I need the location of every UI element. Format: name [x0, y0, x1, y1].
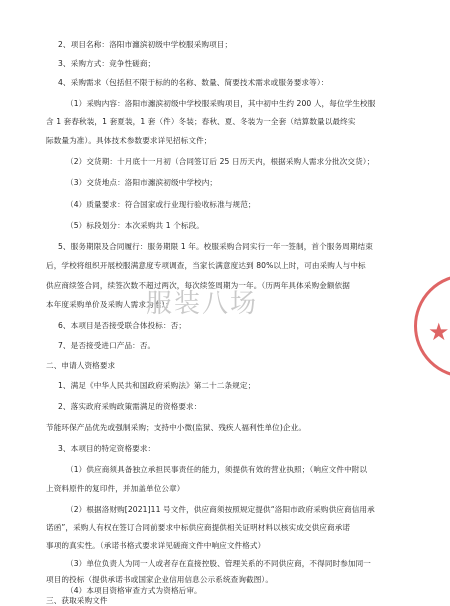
- text-line: 2、落实政府采购政策需满足的资格要求：: [58, 402, 202, 411]
- text-line: 后，学校将组织开展校服满意度专项调查，当家长满意度达到 80%以上时，可由采购人与中标: [46, 261, 366, 270]
- text-line: （2）交货期：十月底十一月初（合同签订后 25 日历天内，根据采购人需求分批次交货）；: [66, 157, 375, 166]
- red-seal-stamp: [408, 268, 450, 386]
- text-line: 上资料原件的复印件，并加盖单位公章）: [46, 484, 185, 493]
- text-line: 事项的真实性。（承诺书格式要求详见磋商文件中响应文件格式）: [46, 541, 266, 550]
- text-line: （3）交货地点：洛阳市瀍滨初级中学校内；: [66, 178, 218, 187]
- text-line: （2）根据洛财购[2021]11 号文件，供应商须按照规定提供“洛阳市政府采购供应商信用承: [66, 505, 375, 514]
- text-line: （3）单位负责人为同一人或者存在直接控股、管理关系的不同供应商，不得同时参加同一: [66, 559, 371, 568]
- text-line: 本年度采购单价及采购人需求为准）；: [46, 300, 173, 309]
- text-line: 3、本项目的特定资格要求：: [58, 444, 156, 453]
- text-line: 项目的投标（提供承诺书或国家企业信用信息公示系统查询截图）。: [46, 575, 274, 584]
- text-line: 际数量为准）。具体技术参数要求详见招标文件；: [46, 136, 212, 145]
- text-line: （1）供应商须具备独立承担民事责任的能力，须提供有效的营业执照；（响应文件中附以: [66, 465, 368, 474]
- text-line: 4、采购需求（包括但不限于标的的名称、数量、简要技术需求或服务要求等）：: [58, 78, 329, 87]
- watermark: 服装八场: [146, 289, 259, 319]
- text-line: 供应商续签合同，续签次数不超过两次，每次续签周期为一年。（历两年具体采购金额依据: [46, 281, 350, 290]
- text-line: （4）质量要求：符合国家或行业现行验收标准与规范；: [66, 200, 256, 209]
- text-line: 诺函”，采购人有权在签订合同前要求中标供应商提供相关证明材料以核实成交供应商承诺: [46, 523, 351, 532]
- text-line: （1）采购内容：洛阳市瀍滨初级中学校服采购项目，其中初中生约 200 人，每位学生校服: [66, 99, 376, 108]
- section-heading: 三、获取采购文件: [46, 596, 108, 605]
- text-line: 6、本项目是否接受联合体投标：否；: [58, 321, 187, 330]
- text-line: （5）标段划分：本次采购共 1 个标段。: [66, 221, 204, 230]
- star-icon: ★: [428, 318, 450, 346]
- text-line: 节能环保产品优先或强制采购；支持中小微(监狱、残疾人福利性单位)企业。: [46, 423, 307, 432]
- text-line: 含 1 套春秋装，1 套夏装，1 套（件）冬装；春秋、夏、冬装为一全套（结算数量以最终实: [46, 117, 356, 126]
- text-line: 2、项目名称：洛阳市瀍滨初级中学校服采购项目；: [58, 40, 233, 49]
- text-line: 3、采购方式：竞争性磋商；: [58, 59, 156, 68]
- text-line: （4）本项目资格审查方式为资格后审。: [66, 586, 202, 595]
- text-line: 1、满足《中华人民共和国政府采购法》第二十二条规定；: [58, 381, 256, 390]
- section-heading: 二、申请人资格要求: [46, 361, 116, 370]
- text-line: 5、服务期限及合同履行：服务期限 1 年。校服采购合同实行一年一签制，首个服务周期结束: [58, 242, 373, 251]
- text-line: 7、是否接受进口产品：否。: [58, 341, 156, 350]
